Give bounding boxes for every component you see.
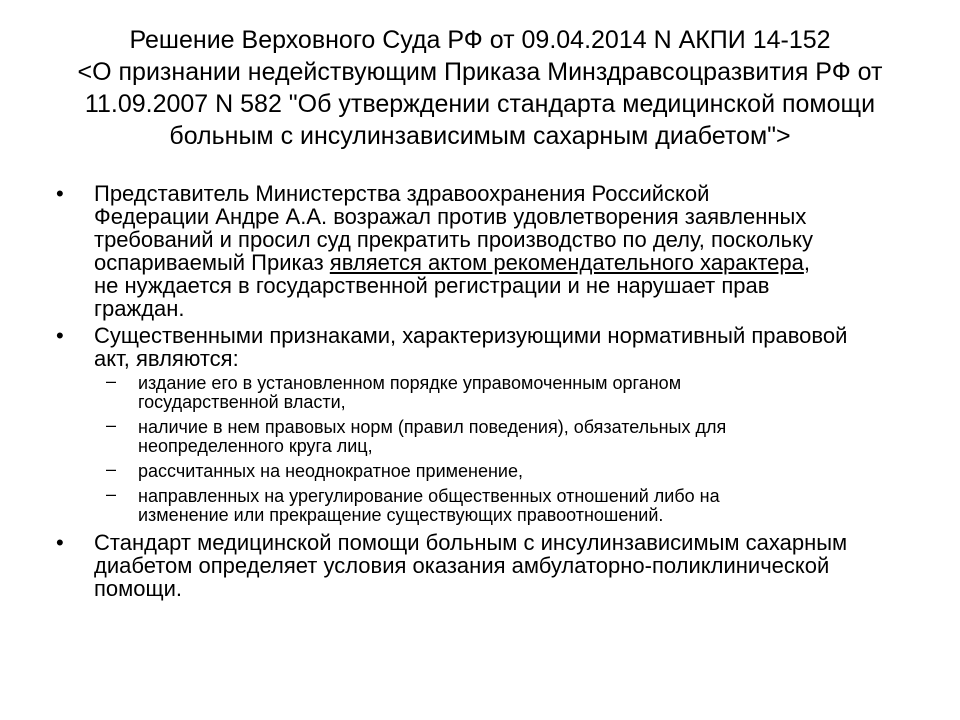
sub-item — [106, 459, 936, 481]
bullet-marker: • — [56, 181, 64, 206]
dash-marker: – — [106, 415, 117, 435]
bullet-marker: • — [56, 530, 64, 555]
sub-item-line: неопределенного круга лиц, — [138, 436, 373, 456]
sub-item-line: издание его в установленном порядке управомоченным органом — [138, 373, 682, 393]
sub-item-line: государственной власти, — [138, 392, 346, 412]
bullet-text-fragment: , — [803, 250, 810, 275]
sub-item-line: рассчитанных на неоднократное применение, — [138, 461, 523, 481]
bullet-marker: • — [56, 323, 64, 348]
bullet-text-line: помощи. — [94, 576, 183, 601]
slide-content — [56, 182, 936, 604]
bullet-standard-conditions — [56, 531, 936, 600]
slide-title — [50, 24, 910, 152]
bullet-text-line: акт, являются: — [94, 346, 239, 371]
bullet-text-line: требований и просил суд прекратить производство по делу, поскольку — [94, 227, 813, 252]
dash-marker: – — [106, 459, 117, 479]
title-line-2: <О признании недействующим Приказа Минздравсоцразвития РФ от — [77, 58, 883, 86]
sub-item — [106, 484, 936, 525]
dash-marker: – — [106, 371, 117, 391]
sub-item-line: направленных на урегулирование общественных отношений либо на — [138, 486, 720, 506]
bullet-text-line — [94, 251, 936, 274]
bullet-text-line: Представитель Министерства здравоохранения Российской — [94, 181, 710, 206]
bullet-text-line: Стандарт медицинской помощи больным с инсулинзависимым сахарным — [94, 530, 848, 555]
title-line-3: 11.09.2007 N 582 "Об утверждении стандарта медицинской помощи — [84, 90, 876, 118]
bullet-text-line: Федерации Андре А.А. возражал против удовлетворения заявленных — [94, 204, 807, 229]
title-line-1: Решение Верховного Суда РФ от 09.04.2014 N АКПИ 14-152 — [129, 26, 831, 54]
bullet-text-line: не нуждается в государственной регистрации и не нарушает прав — [94, 273, 770, 298]
feature-sublist — [56, 371, 936, 525]
bullet-text-fragment: оспариваемый Приказ — [94, 250, 330, 275]
bullet-text-line: Существенными признаками, характеризующими нормативный правовой — [94, 323, 848, 348]
bullet-representative-objection — [56, 182, 936, 320]
title-line-4: больным с инсулинзависимым сахарным диабетом"> — [169, 122, 791, 150]
sub-item-line: наличие в нем правовых норм (правил поведения), обязательных для — [138, 417, 727, 437]
bullet-text-line: граждан. — [94, 296, 185, 321]
sub-item — [106, 415, 936, 456]
underlined-phrase: является актом рекомендательного характера — [329, 250, 804, 275]
sub-item — [106, 371, 936, 412]
bullet-text-line: диабетом определяет условия оказания амбулаторно-поликлинической — [94, 553, 830, 578]
bullet-normative-act-features — [56, 324, 936, 370]
sub-item-line: изменение или прекращение существующих правоотношений. — [138, 505, 664, 525]
dash-marker: – — [106, 484, 117, 504]
